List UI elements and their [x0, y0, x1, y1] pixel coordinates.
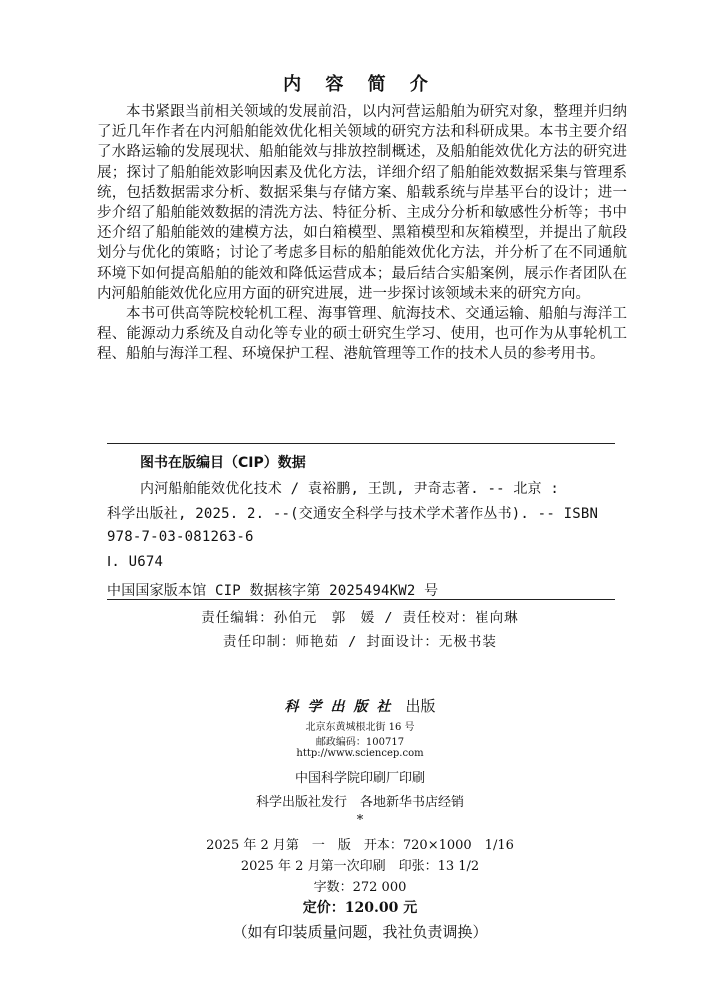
- cip-line-1: 内河船舶能效优化技术 / 袁裕鹏, 王凯, 尹奇志著. -- 北京 :: [140, 481, 560, 497]
- edition-info: 2025 年 2 月第 一 版 开本：720×1000 1/16: [206, 838, 514, 853]
- publisher-url: http://www.sciencep.com: [296, 748, 424, 759]
- summary-paragraph-2: 本书可供高等院校轮机工程、海事管理、航海技术、交通运输、船舶与海洋工程、能源动力系统及自动化等专业的硕士研究生学习、使用，也可作为从事轮机工程、船舶与海洋工程、环境保护工程、港航管理等工作的技术人员的参考用书。: [97, 306, 627, 363]
- summary-paragraph-1: 本书紧跟当前相关领域的发展前沿，以内河营运船舶为研究对象，整理并归纳了近几年作者在内河船舶能效优化相关领域的研究方法和科研成果。本书主要介绍了水路运输的发展现状、船舶能效与排放控制概述，及船舶能效优化方法的研究进展；探讨了船舶能效影响因素及优化方法，详细介绍了船舶能效数据采集与管理系统，包括数据需求分析、数据采集与存储方案、船载系统与岸基平台的设计；进一步介绍了船舶能效数据的清洗方法、特征分析、主成分分析和敏感性分析等；书中还介绍了船舶能效的建模方法，如白箱模型、黑箱模型和灰箱模型，并提出了航段划分与优化的策略；讨论了考虑多目标的船舶能效优化方法，并分析了在不同通航环境下如何提高船舶的能效和降低运营成本；最后结合实船案例，展示作者团队在内河船舶能效优化应用方面的研究进展，进一步探讨该领域未来的研究方向。: [97, 104, 627, 302]
- publisher-address: 北京东黄城根北街 16 号: [305, 722, 415, 733]
- cip-line-4: Ⅰ. U674: [107, 554, 164, 570]
- cip-heading: 图书在版编目（CIP）数据: [140, 455, 306, 471]
- quality-notice: （如有印装质量问题，我社负责调换）: [232, 923, 488, 941]
- cip-top-rule: [107, 443, 615, 444]
- content-summary: [97, 102, 627, 365]
- publisher-logo: 科学出版社: [284, 699, 400, 715]
- cip-line-3: 978-7-03-081263-6: [107, 529, 254, 545]
- distribution: 科学出版社发行 各地新华书店经销: [255, 795, 464, 810]
- price: 定价：120.00 元: [302, 900, 418, 916]
- printing-info: 2025 年 2 月第一次印刷 印张：13 1/2: [240, 859, 480, 874]
- cip-line-5: 中国国家版本馆 CIP 数据核字第 2025494KW2 号: [107, 583, 439, 599]
- word-count: 字数：272 000: [313, 880, 407, 895]
- separator-star: *: [356, 813, 364, 828]
- publisher-postcode: 邮政编码：100717: [315, 737, 405, 748]
- cip-bottom-rule: [107, 599, 615, 600]
- cip-line-2: 科学出版社, 2025. 2. --(交通安全科学与技术学术著作丛书). -- ISBN: [107, 506, 599, 522]
- editor-credits: 责任编辑：孙伯元 郭 媛 / 责任校对：崔向琳: [201, 610, 519, 626]
- page-title: 内 容 简 介: [283, 74, 437, 95]
- production-credits: 责任印制：师艳茹 / 封面设计：无极书装: [223, 634, 497, 650]
- printer: 中国科学院印刷厂印刷: [294, 771, 425, 786]
- publisher-line: [0, 695, 720, 716]
- publisher-suffix: 出版: [405, 697, 436, 715]
